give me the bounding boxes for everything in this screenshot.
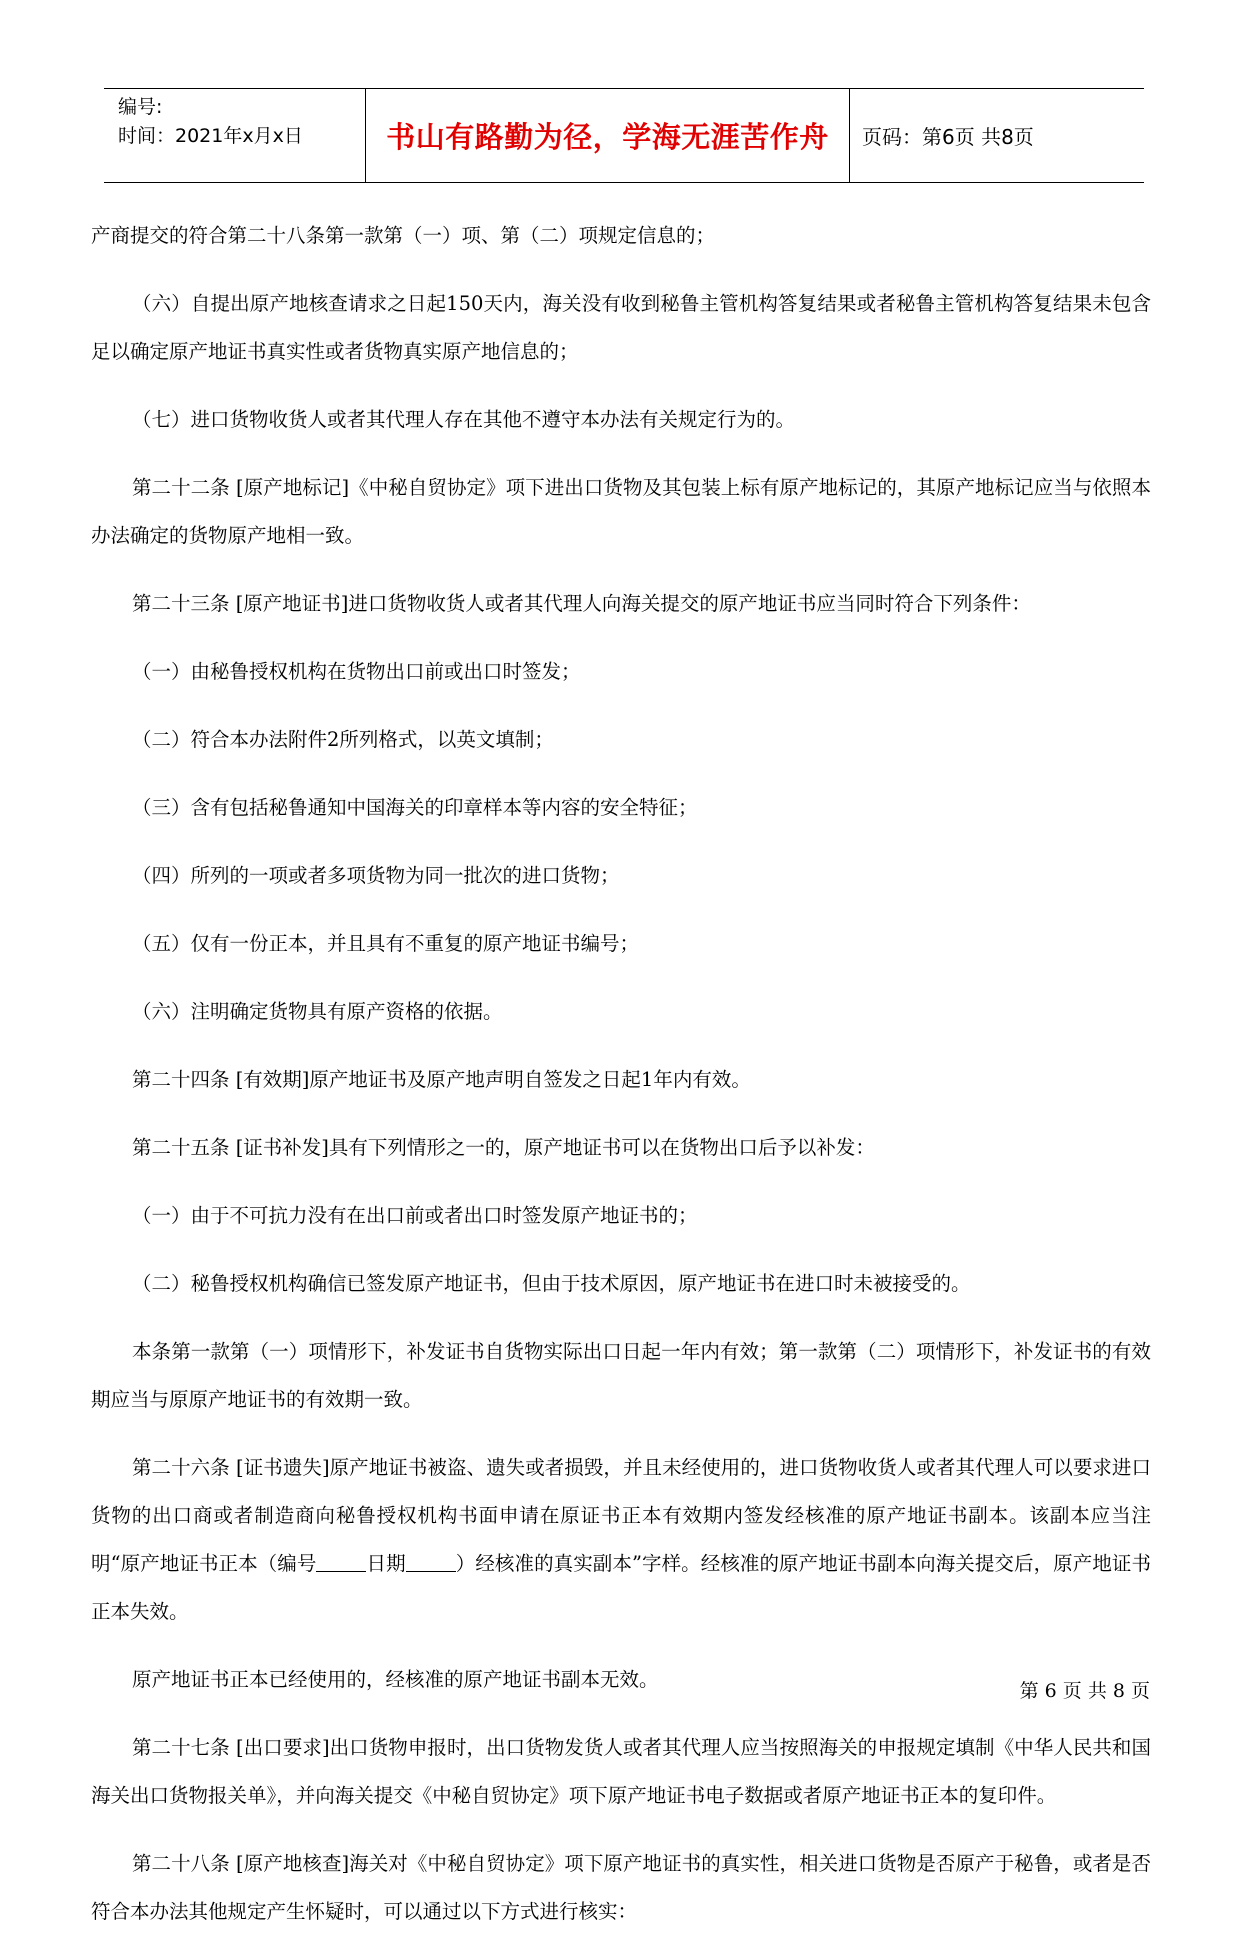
document-time: 时间：2021年x月x日 xyxy=(118,125,303,147)
list-item: （二）秘鲁授权机构确信已签发原产地证书，但由于技术原因，原产地证书在进口时未被接受的。 xyxy=(132,1272,971,1295)
article-26 xyxy=(91,1444,1151,1636)
blank-line xyxy=(406,1552,456,1573)
list-item: （五）仅有一份正本，并且具有不重复的原产地证书编号； xyxy=(132,932,640,955)
page-footer: 第 6 页 共 8 页 xyxy=(1019,1680,1150,1702)
header-page-info xyxy=(850,89,1144,182)
article-24: 第二十四条 [有效期]原产地证书及原产地声明自签发之日起1年内有效。 xyxy=(132,1068,751,1091)
list-item: （二）符合本办法附件2所列格式，以英文填制； xyxy=(132,728,554,751)
blank-line xyxy=(316,1552,366,1573)
article-26-text-after: ）经核准的真实副本”字样。经核准的原产地证书副本向海关提交后，原产地证书正本失效。 xyxy=(91,1552,1151,1623)
article-28: 第二十八条 [原产地核查]海关对《中秘自贸协定》项下原产地证书的真实性，相关进口货物是否原产于秘鲁，或者是否符合本办法其他规定产生怀疑时，可以通过以下方式进行核实： xyxy=(91,1852,1151,1923)
header-motto-cell xyxy=(366,89,850,182)
paragraph: （七）进口货物收货人或者其代理人存在其他不遵守本办法有关规定行为的。 xyxy=(132,408,796,431)
document-number-label: 编号: xyxy=(118,96,163,118)
page-info-text: 页码：第6页 共8页 xyxy=(862,125,1034,149)
article-27: 第二十七条 [出口要求]出口货物申报时，出口货物发货人或者其代理人应当按照海关的申报规定填制《中华人民共和国海关出口货物报关单》，并向海关提交《中秘自贸协定》项下原产地证书电子数据或者原产地证书正本的复印件。 xyxy=(91,1736,1151,1807)
paragraph: 产商提交的符合第二十八条第一款第（一）项、第（二）项规定信息的； xyxy=(91,224,716,247)
paragraph: 本条第一款第（一）项情形下，补发证书自货物实际出口日起一年内有效；第一款第（二）项情形下，补发证书的有效期应当与原原产地证书的有效期一致。 xyxy=(91,1340,1151,1411)
page-header xyxy=(104,88,1144,183)
article-23: 第二十三条 [原产地证书]进口货物收货人或者其代理人向海关提交的原产地证书应当同时符合下列条件： xyxy=(132,592,1031,615)
list-item: （三）含有包括秘鲁通知中国海关的印章样本等内容的安全特征； xyxy=(132,796,698,819)
paragraph: （六）自提出原产地核查请求之日起150天内，海关没有收到秘鲁主管机构答复结果或者秘鲁主管机构答复结果未包含足以确定原产地证书真实性或者货物真实原产地信息的； xyxy=(91,292,1151,363)
paragraph: 原产地证书正本已经使用的，经核准的原产地证书副本无效。 xyxy=(132,1668,659,1691)
document-body xyxy=(91,212,1151,1956)
header-motto: 书山有路勤为径，学海无涯苦作舟 xyxy=(386,120,829,154)
list-item: （四）所列的一项或者多项货物为同一批次的进口货物； xyxy=(132,864,620,887)
list-item: （一）由秘鲁授权机构在货物出口前或出口时签发； xyxy=(132,660,581,683)
article-26-text-before: 第二十六条 [证书遗失]原产地证书被盗、遗失或者损毁，并且未经使用的，进口货物收货人或者其代理人可以要求进口货物的出口商或者制造商向秘鲁授权机构书面申请在原证书正本有效期内签发经核准的原产地证书副本。该副本应当注明“原产地证书正本（编号 xyxy=(91,1456,1151,1575)
article-26-text-middle: 日期 xyxy=(366,1552,406,1575)
article-25: 第二十五条 [证书补发]具有下列情形之一的，原产地证书可以在货物出口后予以补发： xyxy=(132,1136,875,1159)
article-22: 第二十二条 [原产地标记]《中秘自贸协定》项下进出口货物及其包装上标有原产地标记的，其原产地标记应当与依照本办法确定的货物原产地相一致。 xyxy=(91,476,1151,547)
list-item: （一）由于不可抗力没有在出口前或者出口时签发原产地证书的； xyxy=(132,1204,698,1227)
list-item: （六）注明确定货物具有原产资格的依据。 xyxy=(132,1000,503,1023)
header-meta xyxy=(104,89,366,182)
